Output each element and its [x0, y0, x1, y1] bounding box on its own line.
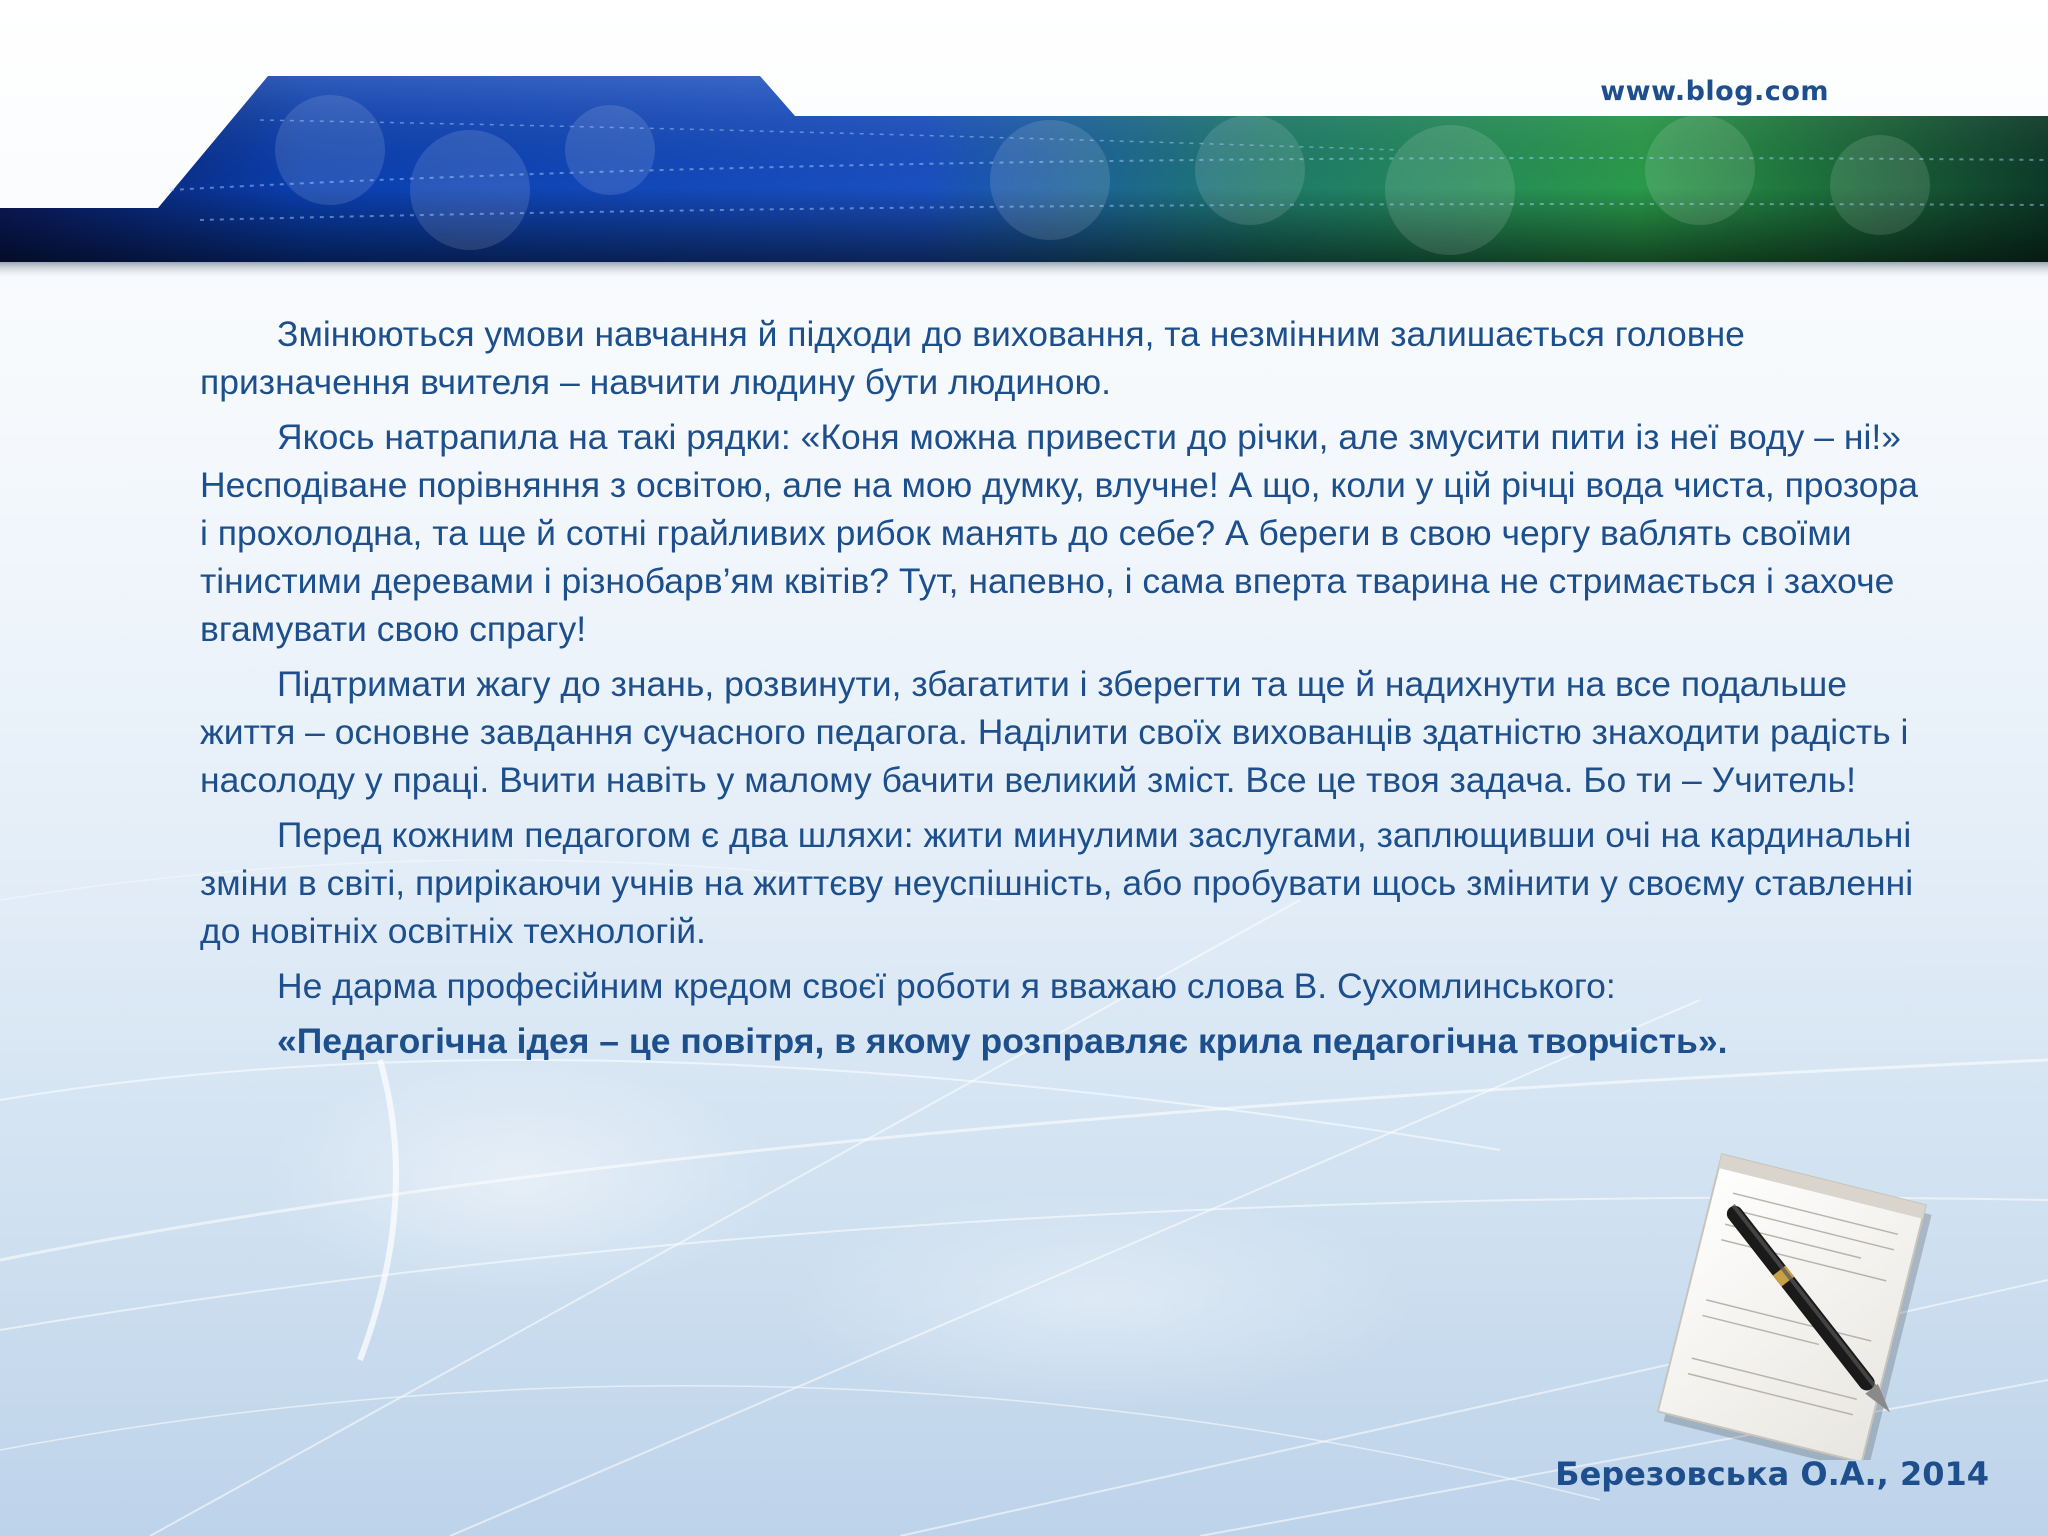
paragraph-2: Якось натрапила на такі рядки: «Коня можна привести до річки, але змусити пити із неї воду – ні!» Несподіване порівняння з освітою, але на мою думку, влучне! А що, коли у цій річці вода чиста, прозора і прохолодна, та ще й сотні грайливих рибок манять до себе? А береги в свою чергу ваблять своїми тінистими деревами і різнобарв’ям квітів? Тут, напевно, і сама вперта тварина не стримається і захоче вгамувати свою спрагу!: [200, 417, 1918, 649]
paragraph-3: Підтримати жагу до знань, розвинути, збагатити і зберегти та ще й надихнути на все подальше життя – основне завдання сучасного педагога. Наділити своїх вихованців здатністю знаходити радість і насолоду у праці. Вчити навіть у малому бачити великий зміст. Все це твоя задача. Бо ти – Учитель!: [200, 664, 1909, 800]
header-banner: [0, 0, 2048, 290]
site-url[interactable]: www.blog.com: [1600, 76, 1829, 107]
paragraph-5: Не дарма професійним кредом своєї роботи я вважаю слова В. Сухомлинського:: [277, 966, 1616, 1006]
notepad-with-pen-icon: [1610, 1130, 1970, 1460]
paragraph-4: Перед кожним педагогом є два шляхи: жити минулими заслугами, заплющивши очі на кардинальні зміни в світі, прирікаючи учнів на життєву неуспішність, або пробувати щось змінити у своєму ставленні до новітніх освітніх технологій.: [200, 815, 1914, 951]
paragraph-1: Змінюються умови навчання й підходи до виховання, та незмінним залишається головне призначення вчителя – навчити людину бути людиною.: [200, 314, 1745, 402]
main-text: [200, 310, 1920, 1072]
author-signature: Березовська О.А., 2014: [1555, 1455, 1989, 1493]
quote: «Педагогічна ідея – це повітря, в якому розправляє крила педагогічна творчість».: [277, 1021, 1728, 1061]
